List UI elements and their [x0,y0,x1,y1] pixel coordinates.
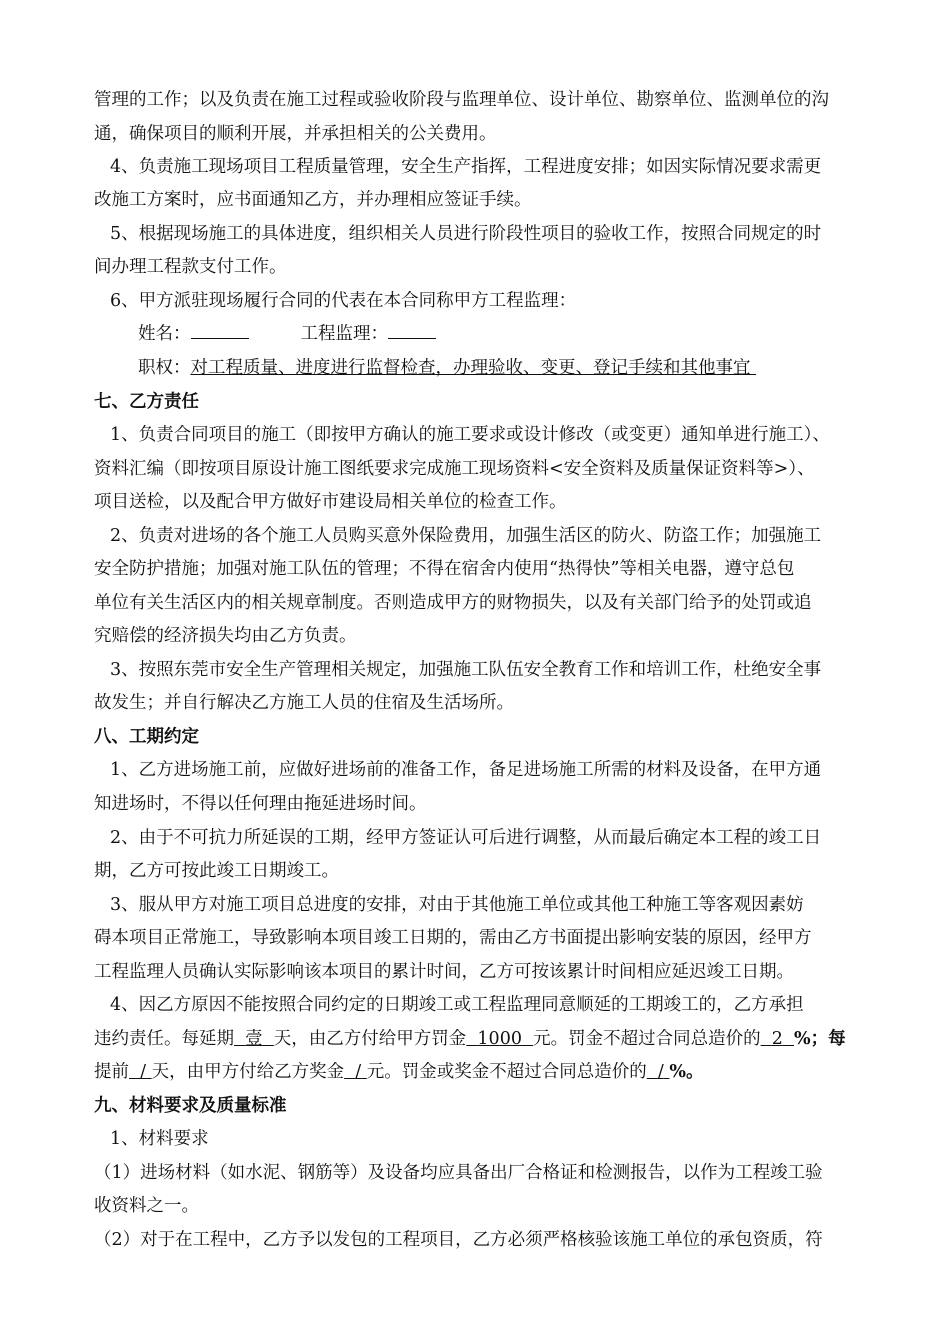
section-heading: 九、材料要求及质量标准 [94,1096,287,1116]
supervisor-blank [388,322,436,339]
bonus-text: 提前 [94,1062,129,1082]
paragraph-line: 期，乙方可按此竣工日期竣工。 [94,861,339,881]
penalty-text: %；每 [794,1029,846,1049]
bonus-percent: / [657,1062,664,1082]
penalty-percent: 2 [771,1029,783,1049]
paragraph-line: 3、服从甲方对施工项目总进度的安排，对由于其他施工单位或其他工种施工等客观因素妨 [110,895,804,915]
duty-label: 职权： [138,358,191,378]
paragraph-line: 4、负责施工现场项目工程质量管理，安全生产指挥，工程进度安排；如因实际情况要求需更 [110,157,822,177]
paragraph-line: 工程监理人员确认实际影响该本项目的累计时间，乙方可按该累计时间相应延迟竣工日期。 [94,962,794,982]
section-heading: 八、工期约定 [94,727,199,747]
paragraph-line: 故发生；并自行解决乙方施工人员的住宿及生活场所。 [94,693,514,713]
paragraph-line: 2、由于不可抗力所延误的工期，经甲方签证认可后进行调整，从而最后确定本工程的竣工日 [110,828,822,848]
penalty-line [94,1027,846,1051]
bonus-line [94,1060,704,1084]
bonus-amount: / [355,1062,362,1082]
name-blank [191,322,249,339]
paragraph-line: 5、根据现场施工的具体进度，组织相关人员进行阶段性项目的验收工作，按照合同规定的时 [110,224,822,244]
paragraph-line: 资料汇编（即按项目原设计施工图纸要求完成施工现场资料<安全资料及质量保证资料等>）、 [94,459,815,479]
penalty-days: 壹 [245,1029,263,1049]
paragraph-line: 碍本项目正常施工，导致影响本项目竣工日期的，需由乙方书面提出影响安装的原因，经甲方 [94,928,812,948]
bonus-text: %。 [669,1062,704,1082]
duty-line [138,356,756,380]
paragraph-line: （2）对于在工程中，乙方予以发包的工程项目，乙方必须严格核验该施工单位的承包资质，符 [94,1230,823,1250]
penalty-amount: 1000 [477,1029,522,1049]
section-heading: 七、乙方责任 [94,392,199,412]
supervisor-label: 工程监理： [300,324,388,344]
paragraph-line: 单位有关生活区内的相关规章制度。否则造成甲方的财物损失，以及有关部门给予的处罚或追 [94,593,812,613]
paragraph-line: 3、按照东莞市安全生产管理相关规定，加强施工队伍安全教育工作和培训工作，杜绝安全事 [110,660,822,680]
paragraph-line: 安全防护措施；加强对施工队伍的管理；不得在宿舍内使用“热得快”等相关电器，遵守总包 [94,559,795,579]
bonus-days: / [140,1062,147,1082]
paragraph-line: 4、因乙方原因不能按照合同约定的日期竣工或工程监理同意顺延的工期竣工的，乙方承担 [110,995,804,1015]
paragraph-line: 1、乙方进场施工前，应做好进场前的准备工作，备足进场施工所需的材料及设备，在甲方通 [110,760,822,780]
bonus-text: 元。罚金或奖金不超过合同总造价的 [366,1062,647,1082]
penalty-text: 违约责任。每延期 [94,1029,234,1049]
paragraph-line: 间办理工程款支付工作。 [94,257,287,277]
penalty-text: 元。罚金不超过合同总造价的 [533,1029,761,1049]
representative-line [138,322,436,346]
paragraph-line: 究赔偿的经济损失均由乙方负责。 [94,626,357,646]
paragraph-line: （1）进场材料（如水泥、钢筋等）及设备均应具备出厂合格证和检测报告，以作为工程竣工验 [94,1163,823,1183]
paragraph-line: 收资料之一。 [94,1196,199,1216]
paragraph-line: 6、甲方派驻现场履行合同的代表在本合同称甲方工程监理： [110,291,577,311]
bonus-text: 天，由甲方付给乙方奖金 [151,1062,345,1082]
paragraph-line: 项目送检，以及配合甲方做好市建设局相关单位的检查工作。 [94,492,567,512]
name-label: 姓名： [138,324,191,344]
paragraph-line: 改施工方案时，应书面通知乙方，并办理相应签证手续。 [94,190,532,210]
penalty-text: 天，由乙方付给甲方罚金 [273,1029,467,1049]
paragraph-line: 通，确保项目的顺利开展，并承担相关的公关费用。 [94,124,497,144]
paragraph-line: 2、负责对进场的各个施工人员购买意外保险费用，加强生活区的防火、防盗工作；加强施工 [110,526,822,546]
paragraph-line: 知进场时，不得以任何理由拖延进场时间。 [94,794,427,814]
paragraph-line: 1、材料要求 [110,1129,209,1149]
paragraph-line: 1、负责合同项目的施工（即按甲方确认的施工要求或设计修改（或变更）通知单进行施工）、 [110,425,830,445]
paragraph-line: 管理的工作；以及负责在施工过程或验收阶段与监理单位、设计单位、勘察单位、监测单位的沟 [94,90,829,110]
duty-text: 对工程质量、进度进行监督检查，办理验收、变更、登记手续和其他事宜 [190,358,751,378]
